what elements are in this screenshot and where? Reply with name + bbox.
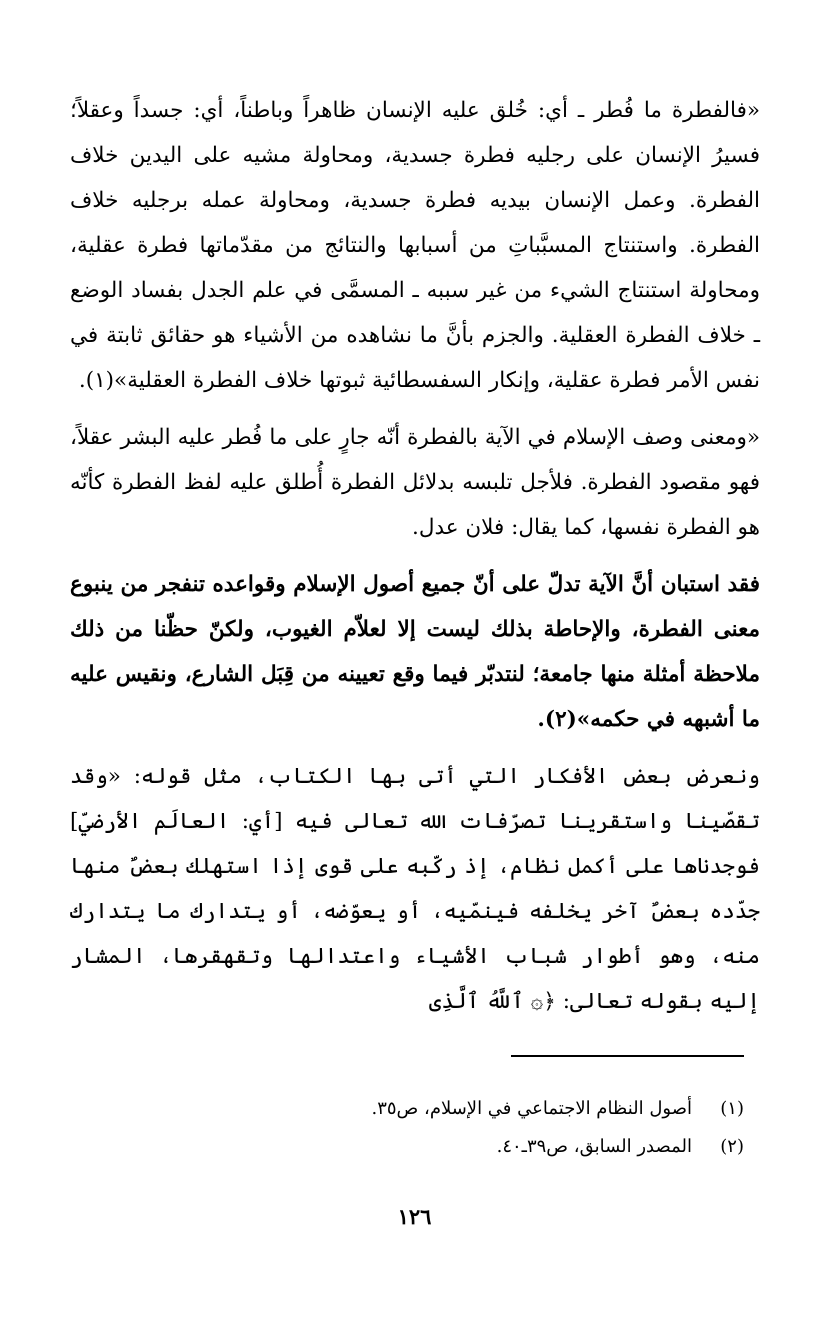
footnote-number: (٢) — [720, 1136, 744, 1157]
footnote-item — [244, 1090, 744, 1128]
paragraph-book-ideas: ونعرض بعض الأفكار التي أتى بها الكتاب، مثل قوله: «وقد تقصّينا واستقرينا تصرّفات الله تعالى فيه [أي: العالَم الأرضيّ] فوجدناها على أكمل نظام، إذ ركّبه على قوى إذا استهلك بعضٌ منها جدّده بعضٌ آخر يخلفه فينمّيه، أو يعوّضه، أو يتدارك ما يتدارك منه، وهو أطوار شباب الأشياء واعتدالها وتقهقرها، المشار إليه بقوله تعالى: ﴿۞ ٱللَّهُ ٱلَّذِى — [70, 764, 760, 1014]
footnote-text: أصول النظام الاجتماعي في الإسلام، ص٣٥. — [371, 1098, 692, 1119]
paragraph-quote-fitra-definition: «فالفطرة ما فُطر ـ أي: خُلق عليه الإنسان ظاهراً وباطناً، أي: جسداً وعقلاً؛ فسيرُ الإنسان على رجليه فطرة جسدية، ومحاولة مشيه على اليدين خلاف الفطرة. وعمل الإنسان بيديه فطرة جسدية، ومحاولة عمله برجليه خلاف الفطرة. واستنتاج المسبَّباتِ من أسبابها والنتائج من مقدّماتها فطرة عقلية، ومحاولة استنتاج الشيء من غير سببه ـ المسمَّى في علم الجدل بفساد الوضع ـ خلاف الفطرة العقلية. والجزم بأنَّ ما نشاهده من الأشياء هو حقائق ثابتة في نفس الأمر فطرة عقلية، وإنكار السفسطائية ثبوتها خلاف الفطرة العقلية»(١). — [70, 98, 760, 393]
page-body — [70, 88, 760, 1024]
footnote-text: المصدر السابق، ص٣٩ـ٤٠. — [496, 1136, 692, 1157]
footnotes — [244, 1090, 744, 1166]
footnote-divider — [511, 1055, 744, 1057]
paragraph-quote-fitra-meaning: «ومعنى وصف الإسلام في الآية بالفطرة أنّه جارٍ على ما فُطر عليه البشر عقلاً، فهو مقصود الفطرة. فلأجل تلبسه بدلائل الفطرة أُطلق عليه لفظ الفطرة كأنّه هو الفطرة نفسها، كما يقال: فلان عدل. — [70, 425, 760, 540]
paragraph-bold-conclusion: فقد استبان أنَّ الآية تدلّ على أنّ جميع أصول الإسلام وقواعده تنفجر من ينبوع معنى الفطرة، والإحاطة بذلك ليست إلا لعلاّم الغيوب، ولكنّ حظّنا من ذلك ملاحظة أمثلة منها جامعة؛ لنتدبّر فيما وقع تعيينه من قِبَل الشارع، ونقيس عليه ما أشبهه في حكمه»(٢). — [70, 572, 760, 732]
footnote-number: (١) — [720, 1098, 744, 1119]
footnote-item — [244, 1128, 744, 1166]
page-number: ١٢٦ — [397, 1204, 432, 1229]
